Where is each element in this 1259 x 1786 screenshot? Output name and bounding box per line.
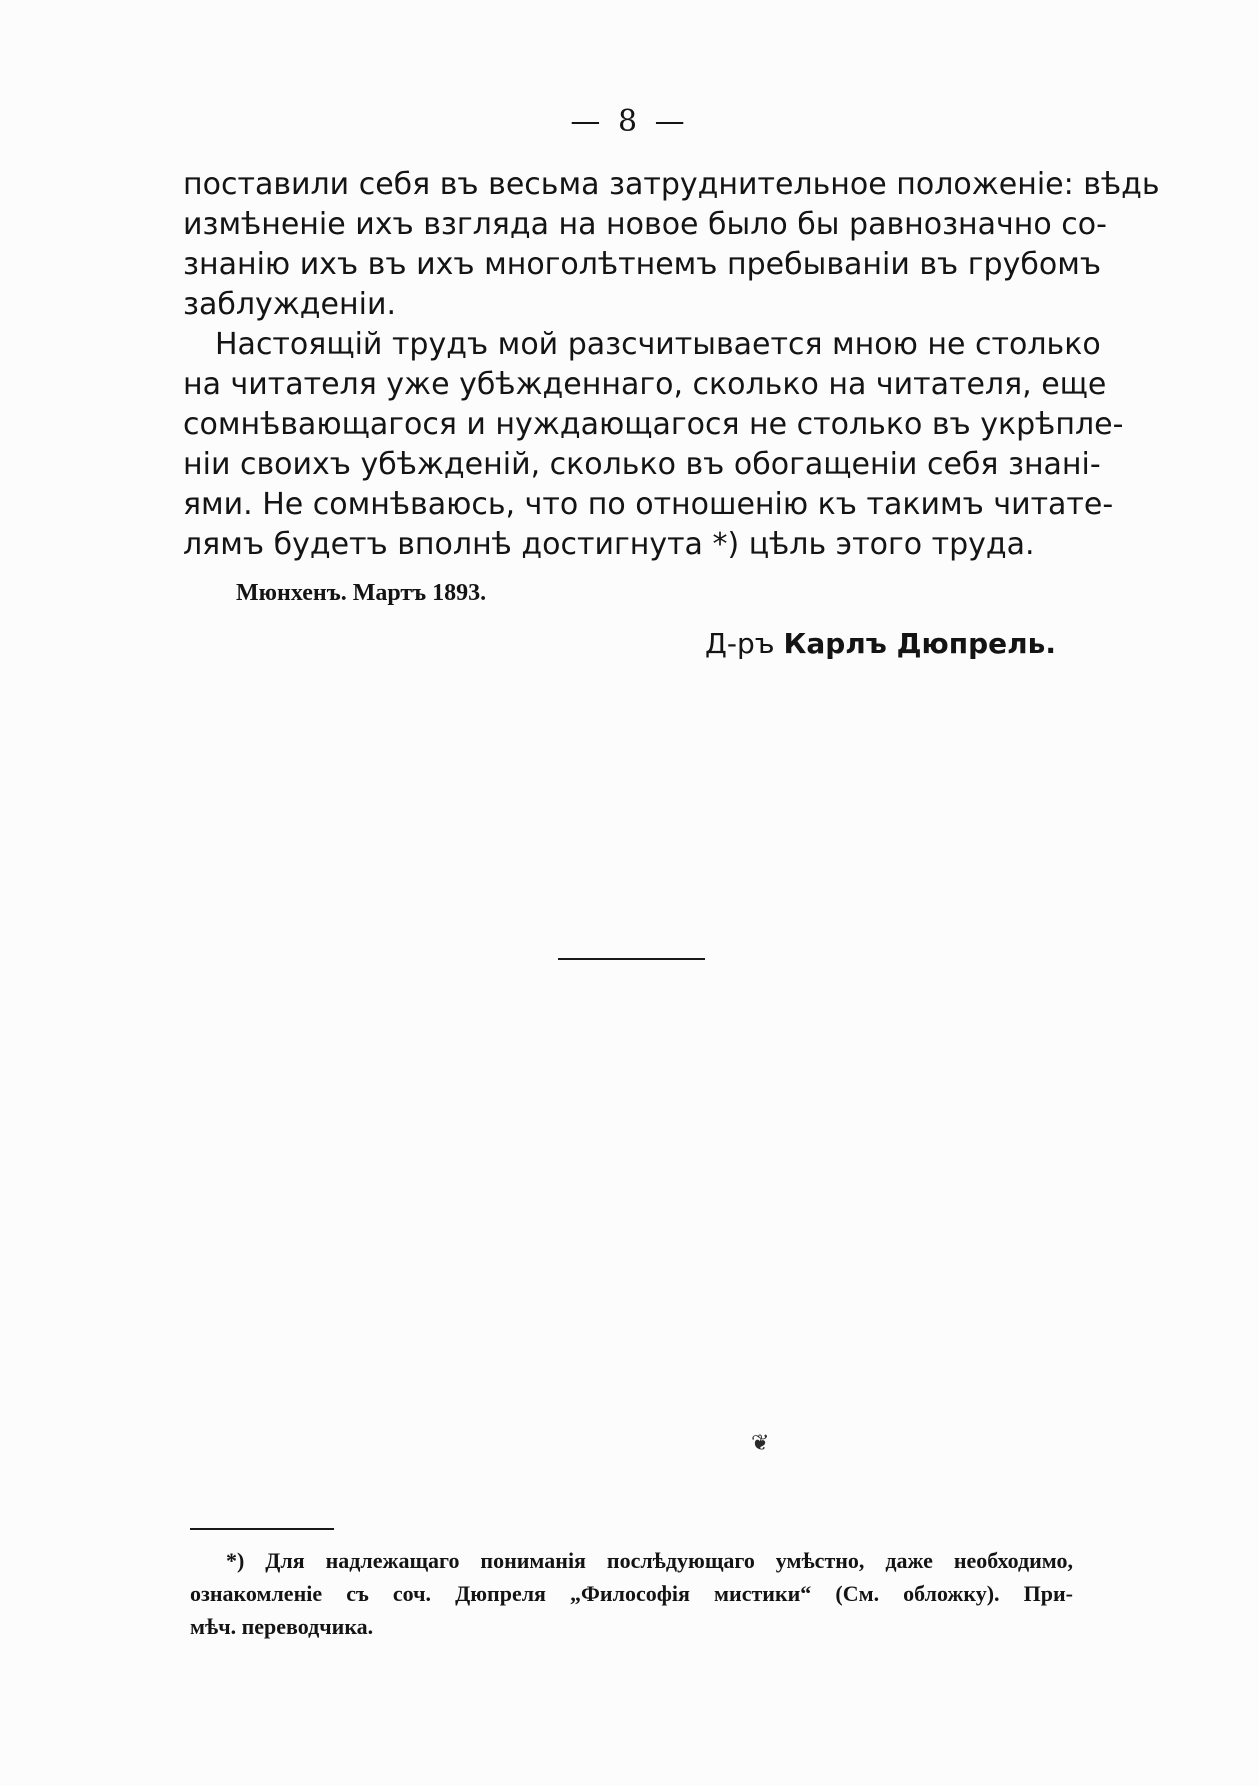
- text-line: лямъ будетъ вполнѣ достигнута *) цѣль этого труда.: [183, 527, 1035, 562]
- text-line: ями. Не сомнѣваюсь, что по отношенію къ такимъ читате-: [183, 487, 1114, 522]
- body-text: [183, 165, 1160, 565]
- text-line: поставили себя въ весьма затруднительное положеніе: вѣдь: [183, 167, 1160, 202]
- text-line: Настоящій трудъ мой разсчитывается мною не столько: [215, 327, 1101, 362]
- text-line: измѣненіе ихъ взгляда на новое было бы равнозначно со-: [183, 207, 1107, 242]
- text-line: сомнѣвающагося и нуждающагося не столько въ укрѣпле-: [183, 407, 1124, 442]
- text-line: знанію ихъ въ ихъ многолѣтнемъ пребываніи въ грубомъ: [183, 247, 1102, 282]
- footnote-line: ознакомленіе съ соч. Дюпреля „Философія мистики“ (См. обложку). При-: [190, 1581, 1073, 1606]
- signature-name: Карлъ Дюпрель.: [783, 627, 1056, 660]
- dateline: Мюнхенъ. Мартъ 1893.: [236, 580, 487, 606]
- text-line: ніи своихъ убѣжденій, сколько въ обогащеніи себя знані-: [183, 447, 1101, 482]
- footnote-line: *) Для надлежащаго пониманія послѣдующаго умѣстно, даже необходимо,: [226, 1548, 1073, 1573]
- page-number: — 8 —: [570, 104, 689, 139]
- footnote-rule: [190, 1528, 334, 1530]
- signature-title: Д-ръ: [705, 627, 775, 660]
- text-line: заблужденіи.: [183, 287, 396, 322]
- ornament-icon: ❦: [751, 1431, 770, 1456]
- footnote: [190, 1544, 1073, 1643]
- section-divider: [558, 958, 705, 960]
- signature: [705, 627, 1056, 660]
- text-line: на читателя уже убѣжденнаго, сколько на читателя, еще: [183, 367, 1107, 402]
- footnote-line: мѣч. переводчика.: [190, 1614, 374, 1639]
